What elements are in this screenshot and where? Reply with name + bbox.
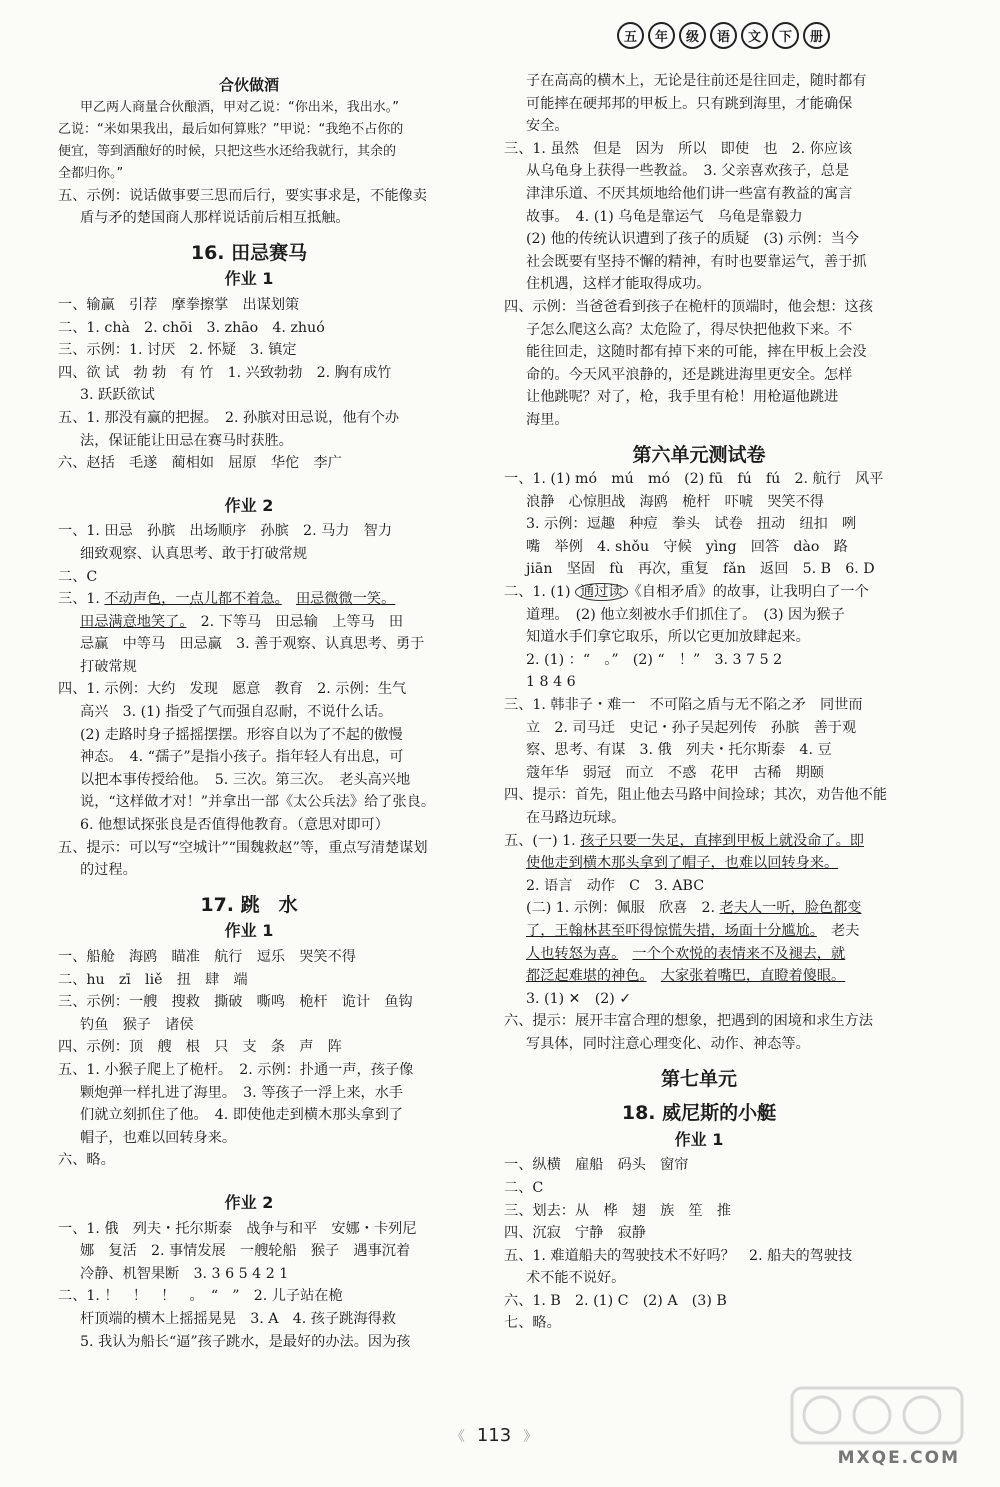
circled-text: 通过读: [575, 583, 628, 601]
answer-line: 从乌龟身上获得一些教益。 3. 父亲喜欢孩子，总是: [526, 163, 850, 180]
answer-line: 2. 语言 动作 C 3. ABC: [526, 877, 705, 894]
answer-line: 盾与矛的楚国商人那样说话前后相互抵触。: [80, 210, 350, 227]
answer-text: [618, 946, 632, 962]
answer-line: 三、示例：一艘 搜救 撕破 嘶鸣 桅杆 诡计 鱼钩: [58, 994, 413, 1011]
answer-line: 知道水手们拿它取乐，所以它更加放肆起来。: [526, 629, 810, 646]
answer-line: 钓鱼 猴子 诸侯: [80, 1016, 194, 1033]
answer-line: 3. 示例：逗趣 种痘 拳头 试卷 扭动 纽扣 咧: [526, 516, 857, 533]
answer-line: 颗炮弹一样扎进了海里。 3. 等孩子一浮上来，水手: [80, 1084, 404, 1101]
answer-line: 一、1. 田忌 孙膑 出场顺序 孙膑 2. 马力 智力: [58, 523, 393, 540]
answer-line: 四、示例：当爸爸看到孩子在桅杆的顶端时，他会想：这孩: [504, 298, 873, 315]
story-line: 便宜，等到酒酿好的时候，只把这些水还给我就行，其余的: [58, 143, 397, 159]
right-column: [504, 70, 894, 1335]
underlined-text: 都泛起难堪的神色。: [526, 968, 647, 985]
answer-line: 命的。今天风平浪静的，还是跳进海里更安全。怎样: [526, 366, 853, 383]
answer-line: 打破常规: [80, 658, 137, 675]
underlined-text: 人也转怒为喜。: [526, 945, 619, 962]
answer-line: 写具体，同时注意心理变化、动作、神态等。: [526, 1035, 810, 1052]
answer-line: 术不能不说好。: [526, 1270, 626, 1287]
answer-line: 三、1. 虽然 但是 因为 所以 即使 也 2. 你应该: [504, 140, 853, 157]
answer-line: 子在高高的横木上，无论是往前还是往回走，随时都有: [526, 73, 867, 89]
spacer: [58, 1172, 440, 1188]
fish-ornament-right: 》: [523, 1429, 538, 1445]
answer-line: 的过程。: [80, 862, 137, 879]
answer-line: 住机遇，这样才能取得成功。: [526, 276, 711, 293]
answer-line: (2) 他的传统认识遭到了孩子的质疑 (3) 示例：当今: [526, 231, 859, 248]
answer-line: 帽子，也难以回转身来。: [80, 1129, 237, 1146]
lesson-title: 18. 威尼斯的小艇: [621, 1102, 777, 1125]
fish-ornament-left: 《: [450, 1429, 465, 1445]
answer-line: 五、示例：说话做事要三思而后行，要实事求是，不能像卖: [58, 187, 427, 204]
answer-line: 法，保证能让田忌在赛马时获胜。: [80, 432, 293, 449]
answer-line: 一、船舱 海鸥 瞄准 航行 逗乐 哭笑不得: [58, 949, 356, 965]
answer-line: 一、1. 俄 列夫・托尔斯泰 战争与和平 安娜・卡列尼: [58, 1220, 417, 1237]
answer-line: 子怎么爬这么高？太危险了，得尽快把他救下来。不: [526, 321, 853, 338]
underlined-text: 田忌微微一笑。: [295, 591, 396, 608]
answer-line: 二、hu zī liě 扭 肆 端: [58, 971, 248, 988]
answer-line: [58, 611, 440, 634]
answer-line: 神态。 4. “孺子”是指小孩子。指年轻人有出息，可: [80, 749, 404, 766]
answer-line: 七、略。: [504, 1315, 561, 1332]
answer-line: 三、1. 韩非子・难一 不可陷之盾与无不陷之矛 同世而: [504, 697, 863, 714]
answer-line: (2) 走路时身子摇摇摆摆。形容自以为了不起的傲慢: [80, 726, 403, 743]
answer-line: 五、1. 难道船夫的驾驶技术不好吗？ 2. 船夫的驾驶技: [504, 1247, 853, 1264]
answer-text: 三、1.: [58, 591, 105, 608]
lesson-title: 第六单元测试卷: [632, 443, 766, 466]
page-number: [444, 1425, 544, 1446]
answer-text: 2. 下等马 田忌输 上等马 田: [186, 613, 404, 630]
answer-line: 冷静、机智果断 3. 3 6 5 4 2 1: [80, 1265, 289, 1282]
underlined-text: 孩子只要一失足，直摔到甲板上就没命了。即: [580, 832, 864, 849]
answer-text: 五、(一) 1.: [504, 832, 581, 849]
left-column: [58, 70, 440, 1353]
answer-line: 以把本事传授给他。 5. 三次。第三次。 老头高兴地: [80, 771, 411, 788]
spacer: [58, 475, 440, 491]
answer-text: (二) 1. 示例：佩服 欣喜 2.: [526, 900, 720, 917]
underlined-text: 老夫人一听，脸色都变: [719, 900, 862, 917]
answer-line: 1 8 4 6: [526, 674, 576, 691]
answer-line: 二、1. ！ ！ ！ 。 “ ” 2. 儿子站在桅: [58, 1288, 343, 1305]
answer-line: 察、思考、有谋 3. 俄 列夫・托尔斯泰 4. 豆: [526, 742, 832, 759]
answer-line: 四、沉寂 宁静 寂静: [504, 1225, 646, 1242]
answer-line: 五、1. 小猴子爬上了桅杆。 2. 示例：扑通一声，孩子像: [58, 1061, 414, 1078]
answer-line: 三、划去：从 桦 翅 族 笙 推: [504, 1202, 732, 1219]
answer-line: 三、示例：1. 讨厌 2. 怀疑 3. 镇定: [58, 342, 297, 359]
grade-char-badge: 册: [803, 22, 830, 49]
underlined-text: 田忌满意地笑了。: [80, 613, 187, 630]
answer-line: 嘴 举例 4. shǒu 守候 yìng 回答 dào 路: [526, 538, 848, 555]
page-number-text: 113: [476, 1425, 512, 1446]
lesson-title: 第七单元: [660, 1067, 737, 1090]
underlined-text: 不动声色，一点儿都不着急。: [104, 591, 282, 608]
answer-line: 二、1. chà 2. chōi 3. zhāo 4. zhuó: [58, 319, 325, 336]
answer-line: 3. (1) ✕ (2) ✓: [526, 990, 632, 1007]
grade-char-badge: 级: [679, 22, 706, 49]
answer-line: 故事。 4. (1) 乌龟是靠运气 乌龟是靠毅力: [526, 208, 803, 225]
answer-line: [58, 588, 440, 611]
answer-line: [504, 581, 894, 604]
answer-line: 可能摔在硬邦邦的甲板上。只有跳到海里，才能确保: [526, 95, 853, 112]
answer-line: 高兴 3. (1) 指受了气而强自忍耐，不说什么话。: [80, 704, 393, 721]
grade-char-badge: 文: [741, 22, 768, 49]
answer-line: [504, 920, 894, 943]
answer-line: 浪静 心惊胆战 海鸥 桅杆 吓唬 哭笑不得: [526, 493, 824, 510]
answer-line: [504, 943, 894, 966]
answer-line: 六、1. B 2. (1) C (2) A (3) B: [504, 1292, 727, 1309]
answer-line: 忌赢 中等马 田忌赢 3. 善于观察、认真思考、勇于: [80, 636, 425, 653]
underlined-text: 大家张着嘴巴，直瞪着傻眼。: [660, 968, 846, 985]
homework-title: 作业 1: [674, 1129, 724, 1149]
answer-line: 安全。: [526, 118, 569, 135]
answer-line: [504, 852, 894, 875]
answer-line: 立 2. 司马迁 史记・孙子吴起列传 孙膑 善于观: [526, 719, 857, 736]
grade-char-badge: 下: [772, 22, 799, 49]
homework-title: 作业 1: [224, 921, 274, 941]
answer-line: 二、C: [58, 568, 98, 585]
grade-char-badge: 五: [617, 22, 644, 49]
answer-line: 四、示例：顶 艘 根 只 支 条 声 阵: [58, 1039, 342, 1056]
answer-line: 一、纵横 雇船 码头 窗帘: [504, 1157, 689, 1174]
homework-title: 作业 2: [224, 495, 274, 515]
answer-line: 6. 他想试探张良是否值得他教育。（意思对即可）: [80, 817, 389, 834]
answer-line: 杆顶端的横木上摇摇晃晃 3. A 4. 孩子跳海得救: [80, 1310, 396, 1327]
answer-text: 老夫: [816, 922, 860, 939]
answer-line: 六、提示：展开丰富合理的想象，把遇到的困境和求生方法: [504, 1013, 873, 1030]
answer-line: 3. 跃跃欲试: [80, 387, 155, 404]
answer-line: [504, 897, 894, 920]
answer-line: 海里。: [526, 411, 569, 428]
answer-line: jiān 坚固 fù 再次，重复 fǎn 返回 5. B 6. D: [526, 561, 875, 578]
grade-char-badge: 语: [710, 22, 737, 49]
answer-line: 娜 复活 2. 事情发展 一艘轮船 猴子 遇事沉着: [80, 1243, 411, 1260]
answer-line: 说，“这样做才对！”并拿出一部《太公兵法》给了张良。: [80, 794, 436, 811]
answer-line: 六、赵括 毛遂 蔺相如 屈原 华佗 李广: [58, 455, 342, 472]
answer-line: 四、提示：首先，阻止他去马路中间捡球；其次，劝告他不能: [504, 787, 888, 804]
answer-line: 一、1. (1) mó mú mó (2) fū fú fú 2. 航行 风平: [504, 471, 884, 488]
answer-line: 2. (1) ：“ 。” (2) “ ！” 3. 3 7 5 2: [526, 651, 783, 668]
answer-line: 六、略。: [58, 1152, 115, 1169]
answer-text: 二、1. (1): [504, 584, 576, 601]
story-line: 全都归你。”: [58, 165, 124, 181]
answer-line: 四、1. 示例：大约 发现 愿意 教育 2. 示例：生气: [58, 681, 407, 698]
story-title: 合伙做酒: [218, 76, 279, 94]
answer-line: [504, 830, 894, 853]
answer-line: 蔻年华 弱冠 而立 不惑 花甲 古稀 期颐: [526, 764, 824, 781]
answer-line: 四、欲 试 勃 勃 有 竹 1. 兴致勃勃 2. 胸有成竹: [58, 364, 392, 381]
answer-line: 社会既要有坚持不懈的精神，有时也要靠运气，善于抓: [526, 253, 867, 270]
grade-header: [617, 22, 830, 49]
underlined-text: 一个个欢悦的表情来不及褪去，就: [632, 945, 846, 962]
answer-line: 在马路边玩球。: [526, 810, 626, 826]
homework-title: 作业 1: [224, 269, 274, 289]
answer-line: 们就立刻抓住了他。 4. 即使他走到横木那头拿到了: [80, 1107, 404, 1124]
answer-line: 细致观察、认真思考、敢于打破常规: [80, 545, 308, 562]
answer-line: 五、提示：可以写“空城计”“围魏救赵”等，重点写清楚谋划: [58, 839, 428, 856]
answer-line: 五、1. 那没有赢的把握。 2. 孙膑对田忌说，他有个办: [58, 409, 400, 426]
answer-line: 5. 我认为船长“逼”孩子跳水，是最好的办法。因为孩: [80, 1333, 411, 1350]
answer-line: [504, 965, 894, 988]
watermark-text: MXQE.COM: [837, 1448, 960, 1468]
underlined-text: 使他走到横木那头拿到了帽子，也难以回转身来。: [526, 855, 839, 872]
homework-title: 作业 2: [224, 1192, 274, 1212]
underlined-text: 了，王翰林甚至吓得惊慌失措，场面十分尴尬。: [526, 922, 817, 939]
lesson-title: 17. 跳 水: [200, 893, 298, 916]
answer-text: [282, 591, 296, 607]
answer-line: 二、C: [504, 1179, 544, 1196]
answer-line: 一、输赢 引荐 摩拳擦掌 出谋划策: [58, 296, 300, 313]
answer-text: [647, 968, 661, 984]
story-line: 甲乙两人商量合伙酿酒，甲对乙说：“你出米，我出水。”: [80, 99, 399, 115]
story-line: 乙说：“米如果我出，最后如何算账？”甲说：“我绝不占你的: [58, 121, 404, 137]
answer-text: 《自相矛盾》的故事，让我明白了一个: [627, 584, 869, 601]
answer-line: 津津乐道、不厌其烦地给他们讲一些富有教益的寓言: [526, 185, 853, 202]
lesson-title: 16. 田忌赛马: [190, 241, 308, 264]
grade-char-badge: 年: [648, 22, 675, 49]
answer-line: 能往回走，这随时都有掉下来的可能，摔在甲板上会没: [526, 344, 867, 361]
answer-line: 道理。 (2) 他立刻被水手们抓住了。 (3) 因为猴子: [526, 606, 845, 623]
answer-line: 让他跳呢？对了，枪，我手里有枪！用枪逼他跳进: [526, 389, 839, 406]
